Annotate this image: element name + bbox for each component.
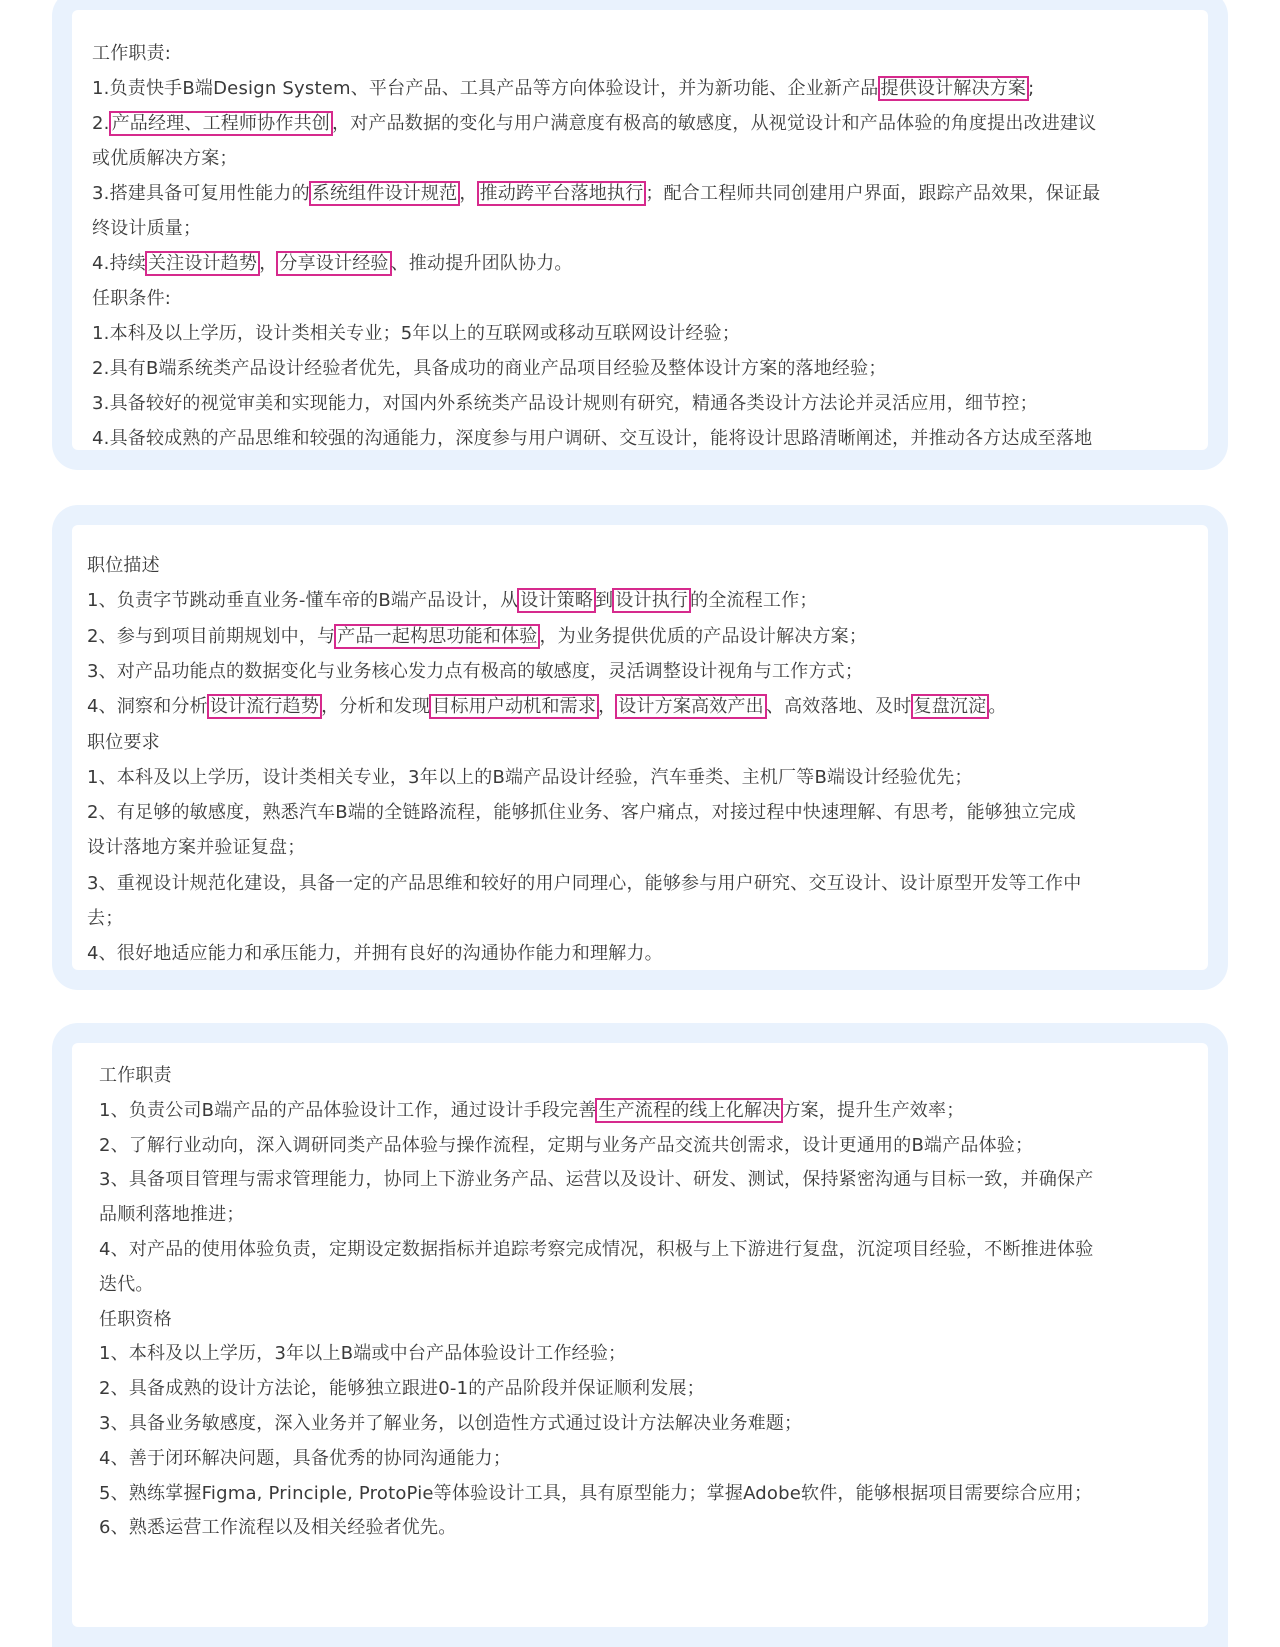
text-segment: 2. [92,113,110,134]
text-line [87,801,1076,825]
text-line [92,147,238,171]
text-line [92,77,1034,101]
text-segment: 任职条件: [92,288,172,309]
card-job-3 [52,1023,1228,1647]
text-line [99,1482,1092,1506]
text-segment: 3、具备项目管理与需求管理能力，协同上下游业务产品、运营以及设计、研发、测试，保持紧密沟通与目标一致，并确保产 [99,1169,1094,1190]
text-segment: 4、很好地适应能力和承压能力，并拥有良好的沟通协作能力和理解力。 [87,943,663,964]
text-line [87,554,160,578]
text-segment: 2.具有B端系统类产品设计经验者优先，具备成功的商业产品项目经验及整体设计方案的落地经验； [92,358,887,379]
text-segment: 1.本科及以上学历，设计类相关专业；5年以上的互联网或移动互联网设计经验； [92,323,741,344]
text-segment: ，对产品数据的变化与用户满意度有极高的敏感度，从视觉设计和产品体验的角度提出改进建议 [331,113,1097,134]
text-segment: 的全流程工作； [690,590,818,611]
text-line [99,1203,245,1227]
text-segment: 工作职责 [99,1065,172,1086]
card-job-1 [52,0,1228,470]
text-segment: 1、负责公司B端产品的产品体验设计工作，通过设计手段完善 [99,1100,597,1121]
text-line [99,1273,154,1297]
text-segment: 3.搭建具备可复用性能力的 [92,183,310,204]
text-segment: 1、本科及以上学历，设计类相关专业，3年以上的B端产品设计经验，汽车垂类、主机厂等B端设计经验优先； [87,767,973,788]
text-line [87,942,663,966]
highlighted-keyword: 分享设计经验 [276,251,391,276]
text-line [87,907,123,931]
text-segment: 2、参与到项目前期规划中，与 [87,626,336,647]
text-segment: 3、对产品功能点的数据变化与业务核心发力点有极高的敏感度，灵活调整设计视角与工作方式； [87,661,864,682]
text-segment: 2、具备成熟的设计方法论，能够独立跟进0-1的产品阶段并保证顺利发展； [99,1378,705,1399]
text-segment: 3、重视设计规范化建设，具备一定的产品思维和较好的用户同理心，能够参与用户研究、交互设计、设计原型开发等工作中 [87,873,1082,894]
card-job-1-content [72,10,1208,450]
text-line [99,1134,1033,1158]
text-line [92,252,573,276]
text-line [92,287,171,311]
text-line [99,1099,964,1123]
text-segment: 4.具备较成熟的产品思维和较强的沟通能力，深度参与用户调研、交互设计，能将设计思路清晰阐述，并推动各方达成至落地 [92,428,1093,449]
text-segment: 迭代。 [99,1274,154,1295]
text-segment: 2、有足够的敏感度，熟悉汽车B端的全链路流程，能够抓住业务、客户痛点，对接过程中快速理解、有思考，能够独立完成 [87,802,1076,823]
text-segment: 4、洞察和分析 [87,696,208,717]
text-segment: 4.持续 [92,253,146,274]
text-segment: 2、了解行业动向，深入调研同类产品体验与操作流程，定期与业务产品交流共创需求，设计更通用的B端产品体验； [99,1135,1034,1156]
text-segment: ， [598,696,617,717]
text-line [87,836,305,860]
text-line [99,1377,705,1401]
highlighted-keyword: 设计流行趋势 [207,694,322,719]
text-segment: 品顺利落地推进； [99,1204,245,1225]
text-segment: 6、熟悉运营工作流程以及相关经验者优先。 [99,1517,457,1538]
text-line [92,217,201,241]
text-segment: 。 [988,696,1007,717]
text-segment: 、高效落地、及时 [765,696,912,717]
highlighted-keyword: 系统组件设计规范 [309,181,461,206]
text-line [99,1168,1093,1192]
text-segment: 终设计质量； [92,218,202,239]
highlighted-keyword: 设计执行 [612,588,691,613]
text-line [99,1516,456,1540]
text-segment: 任职资格 [99,1309,172,1330]
highlighted-keyword: 设计策略 [517,588,596,613]
text-line [99,1308,172,1332]
highlighted-keyword: 生产流程的线上化解决 [595,1098,783,1123]
card-job-3-content [72,1043,1208,1627]
text-line [87,660,863,684]
card-job-2-content [72,525,1208,970]
text-segment: 去； [87,908,124,929]
text-line [92,112,1096,136]
text-line [99,1342,626,1366]
highlighted-keyword: 推动跨平台落地执行 [477,181,647,206]
highlighted-keyword: 目标用户动机和需求 [429,694,599,719]
highlighted-keyword: 产品经理、工程师协作共创 [109,111,333,136]
text-segment: 5、熟练掌握Figma, Principle, ProtoPie等体验设计工具，具有原型能力；掌握Adobe软件，能够根据项目需要综合应用； [99,1483,1093,1504]
text-line [92,42,171,66]
text-segment: 3.具备较好的视觉审美和实现能力，对国内外系统类产品设计规则有研究，精通各类设计方法论并灵活应用，细节控； [92,393,1038,414]
text-segment: ; [1028,78,1035,99]
text-segment: 4、对产品的使用体验负责，定期设定数据指标并追踪考察完成情况，积极与上下游进行复盘，沉淀项目经验，不断推进体验 [99,1239,1094,1260]
text-segment: 1、本科及以上学历，3年以上B端或中台产品体验设计工作经验； [99,1343,627,1364]
highlighted-keyword: 产品一起构思功能和体验 [334,624,540,649]
highlighted-keyword: 设计方案高效产出 [615,694,767,719]
text-line [87,589,818,613]
highlighted-keyword: 复盘沉淀 [911,694,990,719]
text-line [87,731,160,755]
text-line [92,427,1092,451]
text-line [87,695,1007,719]
text-line [92,182,1100,206]
text-line [99,1412,802,1436]
text-line [99,1238,1093,1262]
text-segment: ；配合工程师共同创建用户界面，跟踪产品效果，保证最 [645,183,1101,204]
text-segment: 1、负责字节跳动垂直业务-懂车帝的B端产品设计，从 [87,590,519,611]
text-segment: 4、善于闭环解决问题，具备优秀的协同沟通能力； [99,1448,512,1469]
text-segment: 职位描述 [87,555,160,576]
text-segment: ， [459,183,478,204]
text-segment: ，分析和发现 [321,696,431,717]
text-segment: 方案，提升生产效率； [782,1100,965,1121]
text-segment: ，为业务提供优质的产品设计解决方案； [539,626,868,647]
text-line [99,1064,172,1088]
text-line [99,1447,511,1471]
text-segment: 职位要求 [87,732,160,753]
highlighted-keyword: 关注设计趋势 [145,251,260,276]
text-segment: 到 [595,590,614,611]
text-line [92,392,1038,416]
text-line [92,322,740,346]
text-segment: 1.负责快手B端Design System、平台产品、工具产品等方向体验设计，并为新功能、企业新产品 [92,78,879,99]
card-job-2 [52,505,1228,990]
text-segment: 或优质解决方案； [92,148,238,169]
text-segment: 设计落地方案并验证复盘； [87,837,306,858]
text-line [87,872,1081,896]
text-segment: 、推动提升团队协力。 [390,253,573,274]
text-segment: 3、具备业务敏感度，深入业务并了解业务，以创造性方式通过设计方法解决业务难题； [99,1413,803,1434]
text-line [87,625,867,649]
text-segment: ， [259,253,278,274]
text-segment: 工作职责: [92,43,172,64]
highlighted-keyword: 提供设计解决方案 [878,76,1030,101]
text-line [92,357,887,381]
text-line [87,766,973,790]
